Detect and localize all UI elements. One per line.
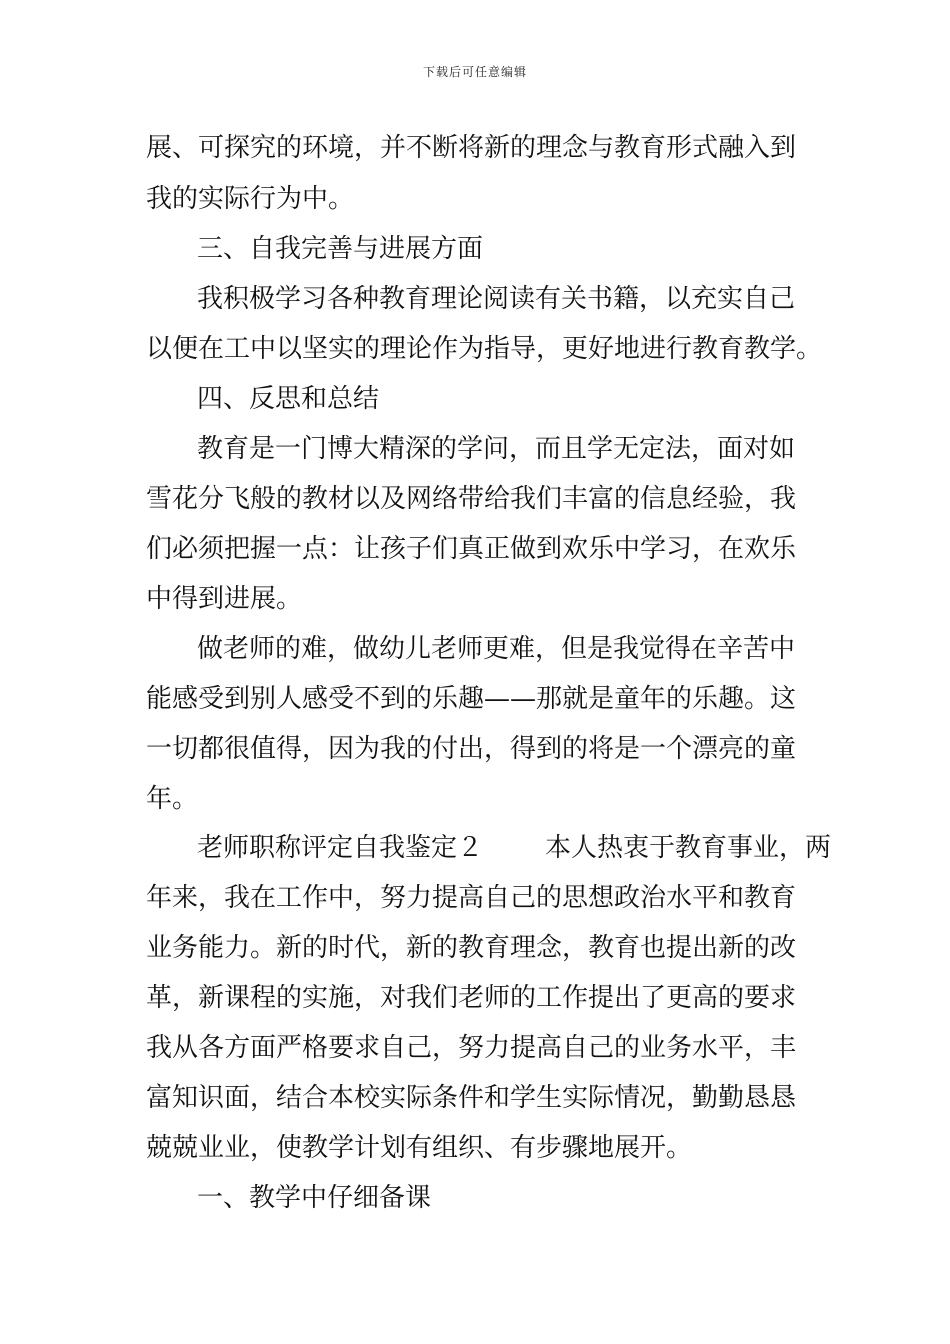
body-line: 年。	[146, 784, 199, 814]
section-title: 老师职称评定自我鉴定２	[197, 833, 484, 863]
section-heading: 三、自我完善与进展方面	[197, 234, 484, 264]
body-line: 雪花分飞般的教材以及网络带给我们丰富的信息经验，我	[146, 484, 797, 514]
body-line: 做老师的难，做幼儿老师更难，但是我觉得在辛苦中	[197, 634, 796, 664]
body-line: 展、可探究的环境，并不断将新的理念与教育形式融入到	[146, 133, 797, 163]
body-line: 我的实际行为中。	[146, 184, 355, 214]
body-line: 年来，我在工作中，努力提高自己的思想政治水平和教育	[146, 883, 797, 913]
body-line: 教育是一门博大精深的学问，而且学无定法，面对如	[197, 434, 796, 464]
section-title-line	[197, 831, 831, 865]
body-line: 能感受到别人感受不到的乐趣——那就是童年的乐趣。这	[146, 684, 797, 714]
body-line: 一切都很值得，因为我的付出，得到的将是一个漂亮的童	[146, 734, 797, 764]
body-line: 我积极学习各种教育理论阅读有关书籍，以充实自己	[197, 284, 796, 314]
section-heading: 四、反思和总结	[197, 384, 380, 414]
body-line: 以便在工中以坚实的理论作为指导，更好地进行教育教学。	[146, 334, 823, 364]
body-line: 兢兢业业，使教学计划有组织、有步骤地展开。	[146, 1133, 693, 1163]
body-line: 中得到进展。	[146, 584, 303, 614]
body-line: 业务能力。新的时代，新的教育理念，教育也提出新的改	[146, 933, 797, 963]
body-line: 富知识面，结合本校实际条件和学生实际情况，勤勤恳恳	[146, 1083, 797, 1113]
body-text: 本人热衷于教育事业，两	[545, 833, 832, 863]
page-header: 下载后可任意编辑	[422, 65, 527, 79]
body-line: 我从各方面严格要求自己，努力提高自己的业务水平，丰	[146, 1033, 797, 1063]
section-heading: 一、教学中仔细备课	[197, 1183, 432, 1213]
body-line: 们必须把握一点：让孩子们真正做到欢乐中学习，在欢乐	[146, 534, 797, 564]
body-line: 革，新课程的实施，对我们老师的工作提出了更高的要求	[146, 983, 797, 1013]
